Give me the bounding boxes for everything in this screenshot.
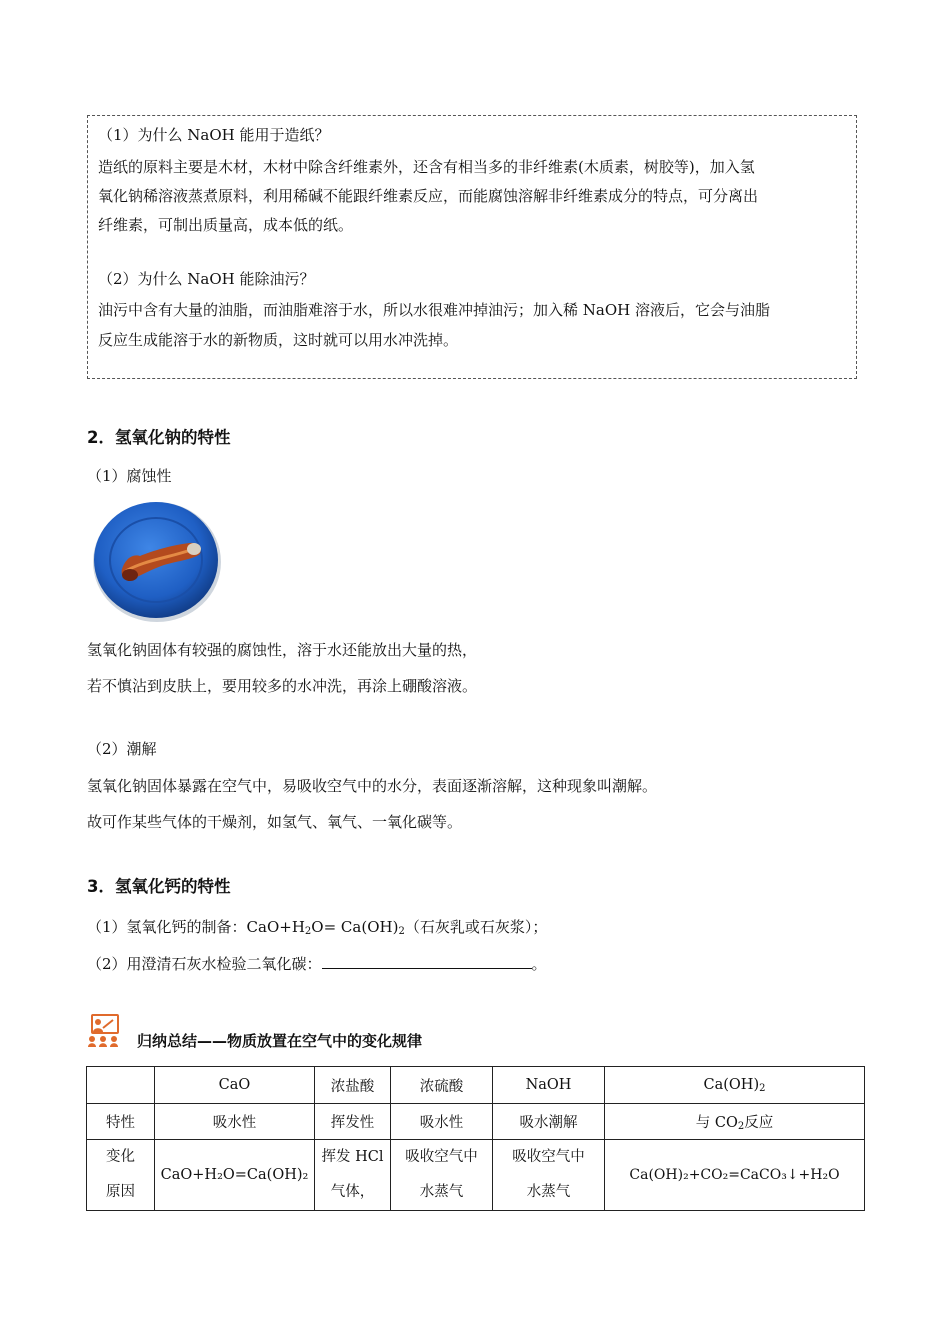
table-row-label-cause: 变化 原因 (87, 1140, 155, 1211)
section-2-deliquescence-line-2: 故可作某些气体的干燥剂，如氢气、氧气、一氧化碳等。 (87, 813, 463, 831)
section-2-sub-2: （2）潮解 (87, 740, 157, 758)
table-header-row (87, 1067, 865, 1104)
box-answer-1-line-3: 纤维素，可制出质量高，成本低的纸。 (98, 216, 354, 234)
table-cell: Ca(OH)₂+CO₂=CaCO₃↓+H₂O (605, 1140, 865, 1211)
section-3-title: 3．氢氧化钙的特性 (87, 877, 231, 896)
table-header-h2so4: 浓硫酸 (391, 1067, 493, 1104)
table-header-naoh: NaOH (493, 1067, 605, 1104)
table-cell: 吸收空气中 水蒸气 (493, 1140, 605, 1211)
table-header-caoh2: $Ca(OH)_2$ (605, 1067, 865, 1104)
section-2-sub-1: （1）腐蚀性 (87, 467, 172, 485)
table-cell: 吸水潮解 (493, 1104, 605, 1140)
table-cell: 吸水性 (155, 1104, 315, 1140)
section-2-title: 2．氢氧化钠的特性 (87, 428, 231, 447)
box-question-1: （1）为什么 NaOH 能用于造纸？ (98, 126, 330, 144)
table-header-hcl: 浓盐酸 (315, 1067, 391, 1104)
summary-teacher-icon (87, 1014, 121, 1048)
section-2-deliquescence-line-1: 氢氧化钠固体暴露在空气中，易吸收空气中的水分，表面逐渐溶解，这种现象叫潮解。 (87, 777, 658, 795)
table-corner-cell (87, 1067, 155, 1104)
table-header-cao: CaO (155, 1067, 315, 1104)
table-cell: CaO+H₂O=Ca(OH)₂ (155, 1140, 315, 1211)
section-2-corrosion-line-1: 氢氧化钠固体有较强的腐蚀性，溶于水还能放出大量的热， (87, 641, 478, 659)
table-cell: 挥发性 (315, 1104, 391, 1140)
section-2-corrosion-line-2: 若不慎沾到皮肤上，要用较多的水冲洗，再涂上硼酸溶液。 (87, 677, 478, 695)
section-3-line-1: （1）氢氧化钙的制备：$CaO+H_2O= Ca(OH)_2$（石灰乳或石灰浆）； (87, 918, 548, 937)
corrosion-plate-image (90, 499, 222, 623)
box-answer-1-line-2: 氧化钠稀溶液蒸煮原料，利用稀碱不能跟纤维素反应，而能腐蚀溶解非纤维素成分的特点，可分离出 (98, 187, 759, 205)
box-answer-1-line-1: 造纸的原料主要是木材，木材中除含纤维素外，还含有相当多的非纤维素(木质素，树胶等)，加入氢 (98, 158, 755, 176)
table-cell: 吸收空气中 水蒸气 (391, 1140, 493, 1211)
section-3-line-2: （2）用澄清石灰水检验二氧化碳： 。 (87, 955, 547, 973)
answer-blank[interactable] (322, 954, 532, 969)
summary-table (86, 1066, 865, 1211)
box-question-2: （2）为什么 NaOH 能除油污？ (98, 270, 315, 288)
table-cell: 与 $CO_2$反应 (605, 1104, 865, 1140)
table-row (87, 1104, 865, 1140)
table-row-label-property: 特性 (87, 1104, 155, 1140)
box-answer-2-line-2: 反应生成能溶于水的新物质，这时就可以用水冲洗掉。 (98, 331, 459, 349)
summary-title: 归纳总结——物质放置在空气中的变化规律 (137, 1032, 423, 1050)
table-row (87, 1140, 865, 1211)
table-cell: 挥发 HCl 气体， (315, 1140, 391, 1211)
box-answer-2-line-1: 油污中含有大量的油脂，而油脂难溶于水，所以水很难冲掉油污；加入稀 NaOH 溶液后，它会与油脂 (98, 301, 770, 319)
table-cell: 吸水性 (391, 1104, 493, 1140)
